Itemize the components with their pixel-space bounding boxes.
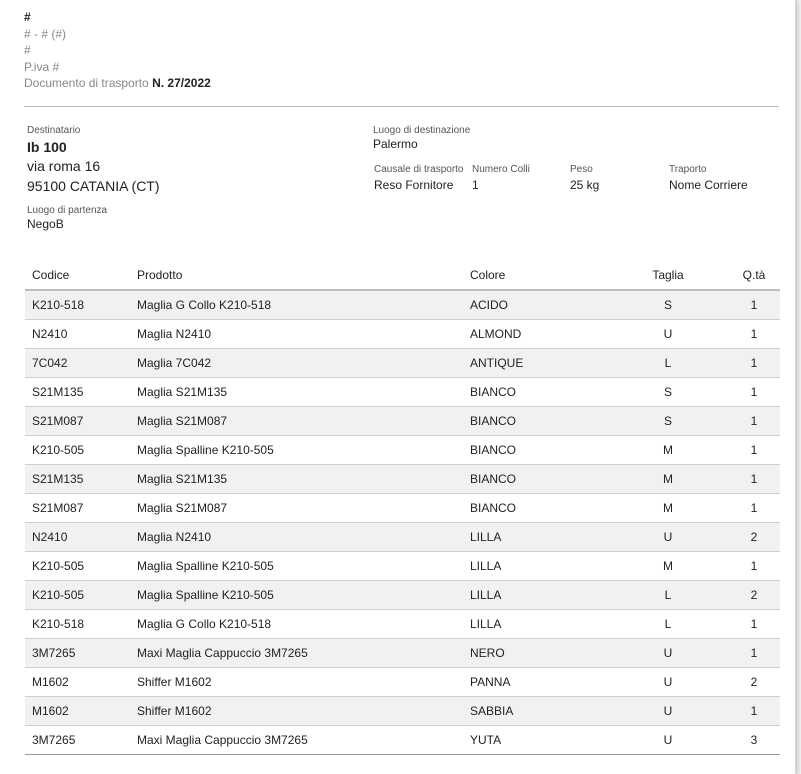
cell-codice: 3M7265 <box>25 639 130 668</box>
table-row <box>25 552 780 581</box>
col-header-prodotto: Prodotto <box>130 261 463 290</box>
cell-codice: K210-505 <box>25 436 130 465</box>
recipient-street: via roma 16 <box>27 158 101 174</box>
cell-qta: 1 <box>728 697 780 726</box>
cell-taglia: M <box>608 436 728 465</box>
cell-prodotto: Maxi Maglia Cappuccio 3M7265 <box>130 726 463 755</box>
cell-taglia: U <box>608 668 728 697</box>
table-row <box>25 523 780 552</box>
cell-codice: M1602 <box>25 668 130 697</box>
cell-colore: BIANCO <box>463 407 608 436</box>
destination-block <box>373 125 470 152</box>
cell-colore: PANNA <box>463 668 608 697</box>
cell-taglia: U <box>608 523 728 552</box>
colli-block <box>472 164 530 193</box>
table-row <box>25 581 780 610</box>
cell-taglia: M <box>608 494 728 523</box>
cell-prodotto: Shiffer M1602 <box>130 697 463 726</box>
recipient-block <box>27 125 160 196</box>
cell-qta: 1 <box>728 639 780 668</box>
table-row <box>25 726 780 755</box>
col-header-taglia: Taglia <box>608 261 728 290</box>
cell-prodotto: Maglia Spalline K210-505 <box>130 436 463 465</box>
cell-qta: 1 <box>728 320 780 349</box>
cell-colore: SABBIA <box>463 697 608 726</box>
cell-taglia: S <box>608 378 728 407</box>
recipient-city: 95100 CATANIA (CT) <box>27 178 160 194</box>
cell-codice: K210-518 <box>25 610 130 639</box>
causale-value: Reso Fornitore <box>374 178 454 192</box>
sender-header <box>24 9 211 92</box>
cell-qta: 1 <box>728 378 780 407</box>
cell-codice: S21M135 <box>25 465 130 494</box>
col-header-colore: Colore <box>463 261 608 290</box>
cell-codice: N2410 <box>25 320 130 349</box>
cell-colore: BIANCO <box>463 436 608 465</box>
col-header-codice: Codice <box>25 261 130 290</box>
sender-vat: P.iva # <box>24 59 60 74</box>
destination-value: Palermo <box>373 137 418 151</box>
table-row <box>25 465 780 494</box>
cell-codice: S21M087 <box>25 494 130 523</box>
cell-codice: K210-518 <box>25 290 130 320</box>
cell-colore: LILLA <box>463 552 608 581</box>
cell-qta: 3 <box>728 726 780 755</box>
document-label: Documento di trasporto <box>24 76 149 90</box>
cell-colore: NERO <box>463 639 608 668</box>
cell-colore: BIANCO <box>463 378 608 407</box>
cell-colore: ALMOND <box>463 320 608 349</box>
cell-taglia: L <box>608 610 728 639</box>
trasporto-label: Traporto <box>669 164 707 175</box>
table-row <box>25 494 780 523</box>
sender-address: # - # (#) <box>24 26 67 41</box>
cell-qta: 1 <box>728 465 780 494</box>
cell-colore: ACIDO <box>463 290 608 320</box>
cell-qta: 1 <box>728 552 780 581</box>
cell-colore: LILLA <box>463 523 608 552</box>
table-row <box>25 436 780 465</box>
trasporto-value: Nome Corriere <box>669 178 748 192</box>
table-row <box>25 349 780 378</box>
cell-taglia: M <box>608 465 728 494</box>
cell-prodotto: Maglia S21M087 <box>130 494 463 523</box>
cell-colore: YUTA <box>463 726 608 755</box>
cell-prodotto: Shiffer M1602 <box>130 668 463 697</box>
cell-taglia: S <box>608 407 728 436</box>
cell-taglia: U <box>608 726 728 755</box>
cell-codice: S21M135 <box>25 378 130 407</box>
cell-prodotto: Maxi Maglia Cappuccio 3M7265 <box>130 639 463 668</box>
sender-name: # <box>24 10 31 24</box>
recipient-label: Destinatario <box>27 125 81 136</box>
cell-qta: 2 <box>728 523 780 552</box>
cell-colore: ANTIQUE <box>463 349 608 378</box>
peso-label: Peso <box>570 164 593 175</box>
cell-taglia: M <box>608 552 728 581</box>
cell-taglia: U <box>608 320 728 349</box>
recipient-name: Ib 100 <box>27 139 67 155</box>
table-row <box>25 668 780 697</box>
cell-codice: N2410 <box>25 523 130 552</box>
departure-value: NegoB <box>27 217 64 231</box>
cell-qta: 1 <box>728 610 780 639</box>
cell-prodotto: Maglia S21M135 <box>130 378 463 407</box>
causale-block <box>374 164 464 193</box>
cell-qta: 1 <box>728 349 780 378</box>
header-divider <box>24 106 779 107</box>
cell-codice: M1602 <box>25 697 130 726</box>
cell-taglia: U <box>608 697 728 726</box>
cell-qta: 1 <box>728 436 780 465</box>
items-table <box>25 261 780 755</box>
departure-label: Luogo di partenza <box>27 205 108 216</box>
cell-taglia: U <box>608 639 728 668</box>
cell-codice: 3M7265 <box>25 726 130 755</box>
cell-prodotto: Maglia N2410 <box>130 320 463 349</box>
cell-qta: 2 <box>728 668 780 697</box>
cell-taglia: S <box>608 290 728 320</box>
cell-qta: 2 <box>728 581 780 610</box>
cell-prodotto: Maglia 7C042 <box>130 349 463 378</box>
cell-codice: 7C042 <box>25 349 130 378</box>
sender-info: # <box>24 43 31 57</box>
cell-qta: 1 <box>728 290 780 320</box>
cell-codice: S21M087 <box>25 407 130 436</box>
cell-taglia: L <box>608 581 728 610</box>
peso-value: 25 kg <box>570 178 600 192</box>
cell-prodotto: Maglia N2410 <box>130 523 463 552</box>
cell-taglia: L <box>608 349 728 378</box>
colli-value: 1 <box>472 178 479 192</box>
causale-label: Causale di trasporto <box>374 164 464 175</box>
table-header-row <box>25 261 780 290</box>
peso-block <box>570 164 599 193</box>
cell-codice: K210-505 <box>25 581 130 610</box>
table-row <box>25 697 780 726</box>
cell-prodotto: Maglia S21M087 <box>130 407 463 436</box>
document-number: N. 27/2022 <box>152 76 211 90</box>
destination-label: Luogo di destinazione <box>373 125 471 136</box>
cell-qta: 1 <box>728 494 780 523</box>
table-row <box>25 639 780 668</box>
cell-colore: BIANCO <box>463 465 608 494</box>
cell-prodotto: Maglia S21M135 <box>130 465 463 494</box>
document-title <box>24 75 211 92</box>
table-row <box>25 378 780 407</box>
table-row <box>25 407 780 436</box>
trasporto-block <box>669 164 748 193</box>
colli-label: Numero Colli <box>472 164 530 175</box>
cell-codice: K210-505 <box>25 552 130 581</box>
cell-prodotto: Maglia Spalline K210-505 <box>130 552 463 581</box>
table-row <box>25 320 780 349</box>
cell-prodotto: Maglia G Collo K210-518 <box>130 610 463 639</box>
table-row <box>25 290 780 320</box>
cell-colore: BIANCO <box>463 494 608 523</box>
departure-block <box>27 205 107 232</box>
cell-prodotto: Maglia G Collo K210-518 <box>130 290 463 320</box>
cell-colore: LILLA <box>463 581 608 610</box>
cell-colore: LILLA <box>463 610 608 639</box>
cell-prodotto: Maglia Spalline K210-505 <box>130 581 463 610</box>
col-header-qta: Q.tà <box>728 261 780 290</box>
table-row <box>25 610 780 639</box>
cell-qta: 1 <box>728 407 780 436</box>
